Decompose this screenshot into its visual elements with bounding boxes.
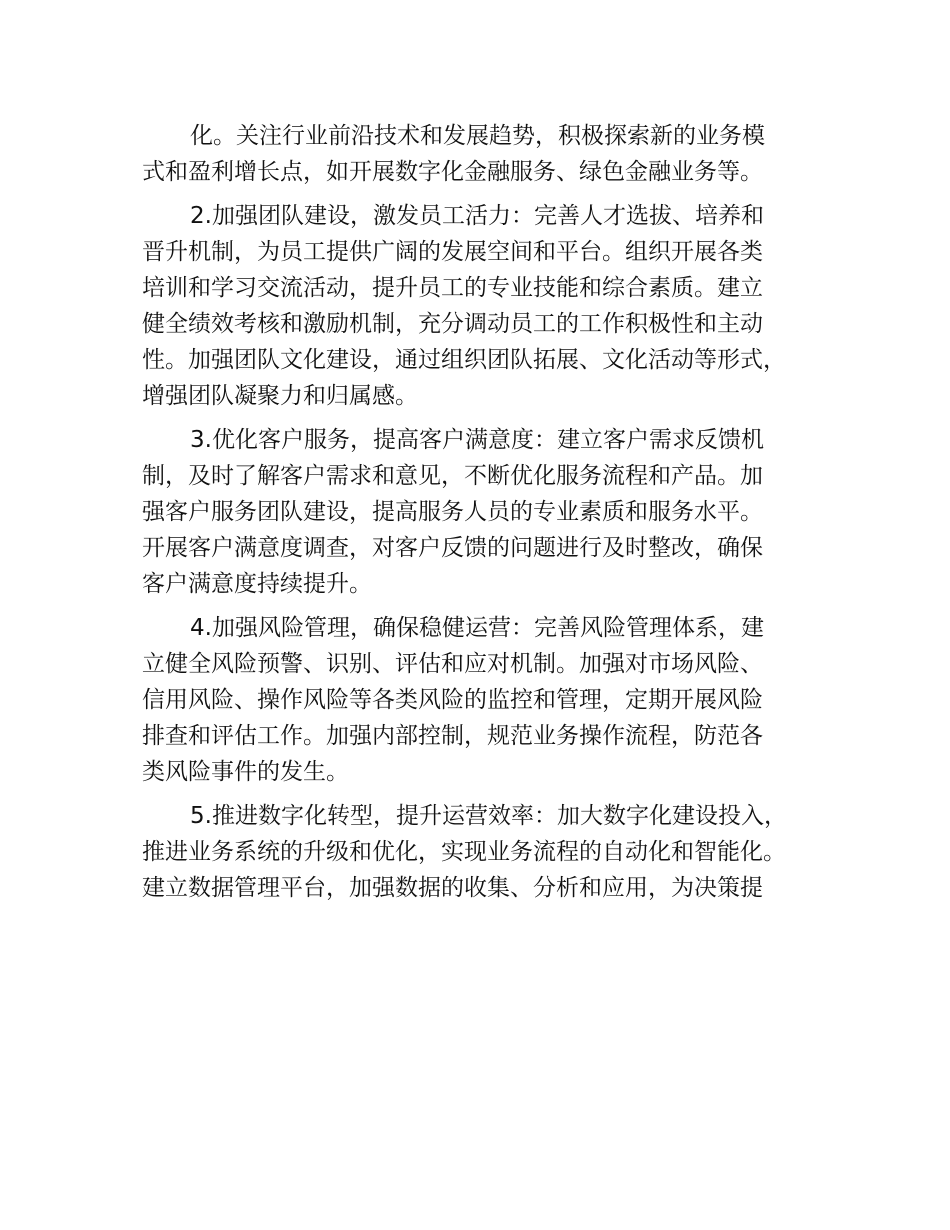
paragraph-4 (142, 610, 834, 790)
paragraph-line: 健全绩效考核和激励机制，充分调动员工的工作积极性和主动 (142, 311, 763, 337)
paragraph-line: 式和盈利增长点，如开展数字化金融服务、绿色金融业务等。 (142, 159, 763, 185)
paragraph-2 (142, 198, 834, 414)
paragraph-1 (142, 118, 834, 190)
paragraph-line: 增强团队凝聚力和归属感。 (142, 383, 418, 409)
paragraph-5 (142, 798, 834, 906)
document-body (142, 118, 834, 914)
paragraph-line: 化。关注行业前沿技术和发展趋势，积极探索新的业务模 (190, 123, 765, 149)
paragraph-line: 推进业务系统的升级和优化，实现业务流程的自动化和智能化。 (142, 839, 786, 865)
paragraph-line: 排查和评估工作。加强内部控制，规范业务操作流程，防范各 (142, 723, 763, 749)
paragraph-line: 5.推进数字化转型，提升运营效率：加大数字化建设投入， (190, 803, 787, 829)
paragraph-line: 开展客户满意度调查，对客户反馈的问题进行及时整改，确保 (142, 535, 763, 561)
paragraph-line: 制，及时了解客户需求和意见，不断优化服务流程和产品。加 (142, 463, 763, 489)
paragraph-line: 类风险事件的发生。 (142, 759, 349, 785)
paragraph-line: 4.加强风险管理，确保稳健运营：完善风险管理体系，建 (190, 615, 764, 641)
paragraph-line: 晋升机制，为员工提供广阔的发展空间和平台。组织开展各类 (142, 239, 763, 265)
paragraph-line: 性。加强团队文化建设，通过组织团队拓展、文化活动等形式， (142, 347, 786, 373)
paragraph-line: 信用风险、操作风险等各类风险的监控和管理，定期开展风险 (142, 687, 763, 713)
paragraph-line: 强客户服务团队建设，提高服务人员的专业素质和服务水平。 (142, 499, 763, 525)
paragraph-line: 客户满意度持续提升。 (142, 571, 372, 597)
paragraph-line: 3.优化客户服务，提高客户满意度：建立客户需求反馈机 (190, 427, 764, 453)
paragraph-line: 2.加强团队建设，激发员工活力：完善人才选拔、培养和 (190, 203, 764, 229)
paragraph-line: 建立数据管理平台，加强数据的收集、分析和应用，为决策提 (142, 875, 763, 901)
paragraph-line: 立健全风险预警、识别、评估和应对机制。加强对市场风险、 (142, 651, 763, 677)
paragraph-line: 培训和学习交流活动，提升员工的专业技能和综合素质。建立 (142, 275, 763, 301)
paragraph-3 (142, 422, 834, 602)
